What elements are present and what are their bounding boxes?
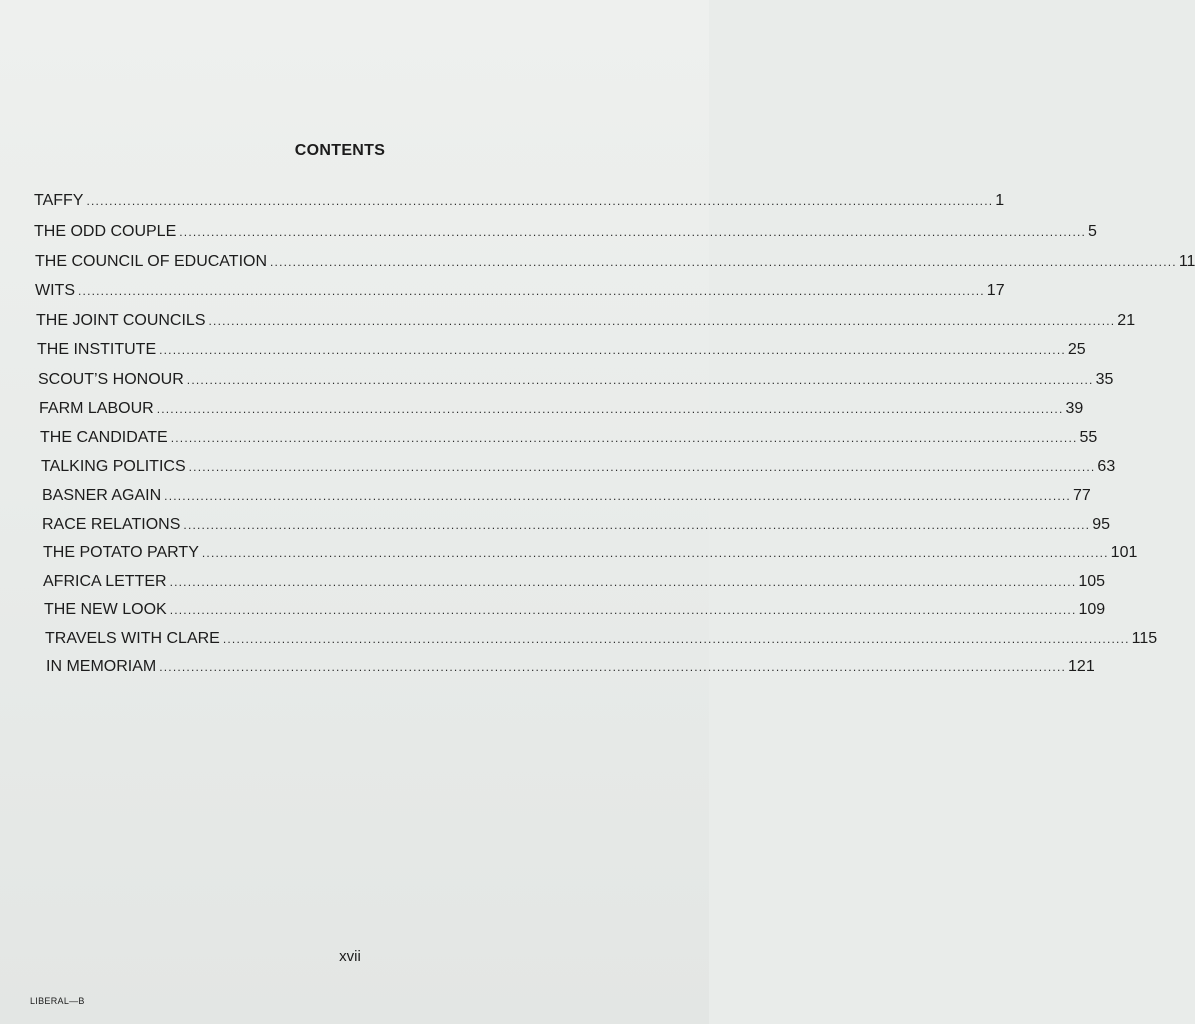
toc-entry-title: BASNER AGAIN [42,487,162,504]
toc-entry-title: AFRICA LETTER [43,573,167,590]
toc-entry-page: 17 [986,282,1005,299]
toc-entry-title: RACE RELATIONS [42,516,181,533]
toc-entry-title: FARM LABOUR [39,400,154,417]
toc-entry-title: THE ODD COUPLE [34,223,177,240]
toc-entry-title: THE JOINT COUNCILS [36,312,206,329]
toc-entry-page: 11 [1178,253,1195,270]
contents-heading: CONTENTS [294,142,386,159]
toc-dot-leader: ........................................................................................................................................................................................................ [208,314,1116,328]
toc-dot-leader: ........................................................................................................................................................................................................ [164,489,1071,503]
toc-dot-leader: ........................................................................................................................................................................................................ [179,225,1087,239]
toc-entry-title: SCOUT’S HONOUR [38,371,184,388]
toc-dot-leader: ........................................................................................................................................................................................................ [156,402,1064,416]
toc-dot-leader: ........................................................................................................................................................................................................ [222,632,1130,646]
toc-entry [36,310,1136,332]
toc-entry [45,628,1158,650]
toc-entry-title: THE CANDIDATE [40,429,168,446]
page-number: xvii [339,948,361,965]
toc-dot-leader: ........................................................................................................................................................................................................ [86,194,994,208]
toc-entry-title: THE COUNCIL OF EDUCATION [35,253,268,270]
toc-entry [35,280,1005,302]
toc-entry-page: 105 [1078,573,1106,590]
toc-entry-page: 77 [1072,487,1091,504]
toc-dot-leader: ........................................................................................................................................................................................................ [159,660,1067,674]
toc-entry-page: 101 [1110,544,1138,561]
toc-entry-page: 109 [1078,601,1106,618]
toc-entry-page: 95 [1092,516,1110,533]
toc-entry [43,542,1138,564]
toc-entry-page: 55 [1079,429,1098,446]
toc-entry [37,339,1086,361]
toc-dot-leader: ........................................................................................................................................................................................................ [169,603,1077,617]
toc-entry [44,599,1106,621]
toc-entry [35,251,1195,273]
toc-entry [34,190,1005,212]
toc-entry [39,398,1084,420]
toc-entry-title: THE POTATO PARTY [43,544,199,561]
toc-entry-page: 121 [1068,658,1095,675]
toc-entry-title: THE NEW LOOK [44,601,167,618]
toc-entry [46,656,1095,678]
toc-entry-page: 115 [1131,630,1158,647]
toc-entry-page: 63 [1097,458,1116,475]
toc-dot-leader: ........................................................................................................................................................................................................ [78,284,985,298]
toc-entry [40,427,1098,449]
toc-entry-title: TRAVELS WITH CLARE [45,630,220,647]
toc-entry [41,456,1116,478]
toc-entry [42,485,1091,507]
toc-entry [38,369,1114,391]
toc-entry-title: TAFFY [34,192,84,209]
toc-dot-leader: ........................................................................................................................................................................................................ [201,546,1109,560]
toc-entry-title: IN MEMORIAM [46,658,157,675]
toc-dot-leader: ........................................................................................................................................................................................................ [186,373,1094,387]
toc-entry [34,221,1097,243]
toc-entry-title: WITS [35,282,75,299]
toc-dot-leader: ........................................................................................................................................................................................................ [270,255,1177,269]
toc-entry-page: 21 [1117,312,1136,329]
toc-dot-leader: ........................................................................................................................................................................................................ [170,431,1078,445]
toc-dot-leader: ........................................................................................................................................................................................................ [159,343,1066,357]
toc-entry-title: TALKING POLITICS [41,458,186,475]
toc-entry [42,514,1110,536]
toc-dot-leader: ........................................................................................................................................................................................................ [169,575,1077,589]
toc-entry-page: 5 [1088,223,1097,240]
toc-entry-title: THE INSTITUTE [37,341,157,358]
toc-dot-leader: ........................................................................................................................................................................................................ [188,460,1096,474]
toc-entry [43,571,1106,593]
printer-signature: LIBERAL—B [30,996,85,1006]
toc-entry-page: 1 [995,192,1005,209]
toc-entry-page: 25 [1067,341,1086,358]
toc-entry-page: 35 [1095,371,1114,388]
toc-dot-leader: ........................................................................................................................................................................................................ [183,518,1091,532]
toc-entry-page: 39 [1065,400,1084,417]
